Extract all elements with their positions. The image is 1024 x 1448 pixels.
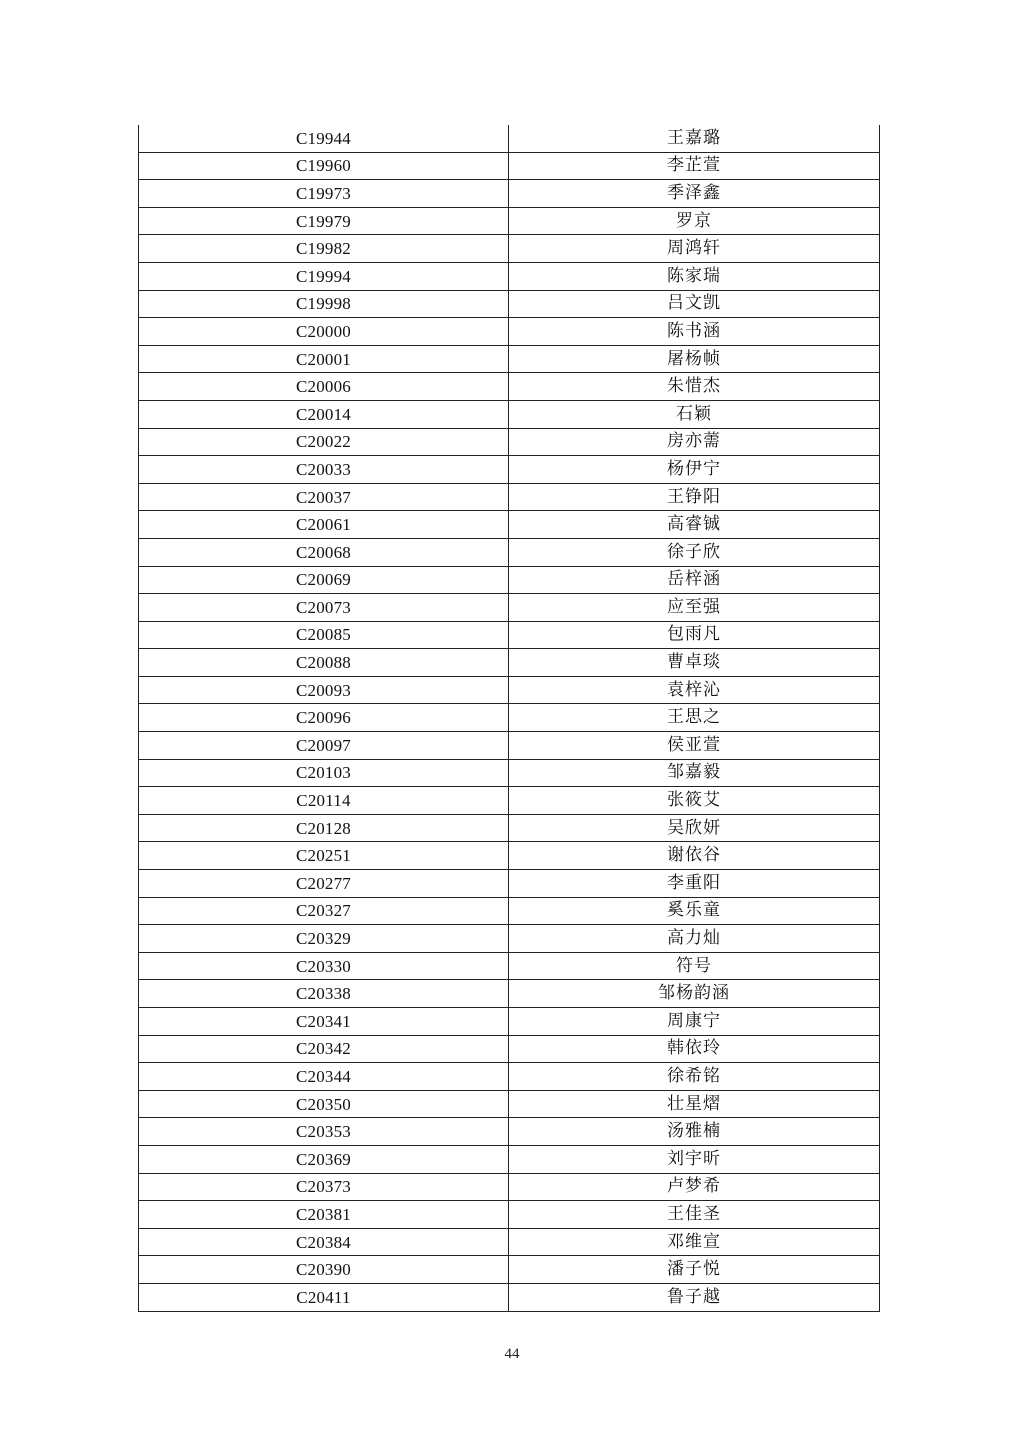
table-row xyxy=(139,207,880,235)
student-name-cell: 邹嘉毅 xyxy=(509,759,880,787)
table-row xyxy=(139,511,880,539)
table-row xyxy=(139,1090,880,1118)
table-row xyxy=(139,1283,880,1311)
student-name-cell: 吕文凯 xyxy=(509,290,880,318)
student-id-cell: C20033 xyxy=(139,456,509,484)
student-id-cell: C20073 xyxy=(139,594,509,622)
table-row xyxy=(139,318,880,346)
student-name-cell: 高睿铖 xyxy=(509,511,880,539)
student-id-cell: C20014 xyxy=(139,400,509,428)
student-id-cell: C19960 xyxy=(139,152,509,180)
table-row xyxy=(139,1118,880,1146)
student-id-cell: C20061 xyxy=(139,511,509,539)
roster-table-body xyxy=(139,125,880,1311)
table-row xyxy=(139,842,880,870)
roster-table xyxy=(138,125,880,1312)
table-row xyxy=(139,400,880,428)
table-row xyxy=(139,814,880,842)
student-name-cell: 李芷萱 xyxy=(509,152,880,180)
student-name-cell: 季泽鑫 xyxy=(509,180,880,208)
table-row xyxy=(139,870,880,898)
table-row xyxy=(139,952,880,980)
student-name-cell: 奚乐童 xyxy=(509,897,880,925)
table-row xyxy=(139,787,880,815)
student-id-cell: C20093 xyxy=(139,676,509,704)
student-name-cell: 周鸿轩 xyxy=(509,235,880,263)
student-name-cell: 邓维宣 xyxy=(509,1228,880,1256)
student-name-cell: 侯亚萱 xyxy=(509,732,880,760)
table-row xyxy=(139,152,880,180)
student-name-cell: 汤雅楠 xyxy=(509,1118,880,1146)
table-row xyxy=(139,456,880,484)
student-id-cell: C19979 xyxy=(139,207,509,235)
table-row xyxy=(139,621,880,649)
student-id-cell: C20338 xyxy=(139,980,509,1008)
table-row xyxy=(139,373,880,401)
student-id-cell: C20353 xyxy=(139,1118,509,1146)
student-id-cell: C20341 xyxy=(139,1008,509,1036)
student-name-cell: 朱惜杰 xyxy=(509,373,880,401)
table-row xyxy=(139,676,880,704)
student-id-cell: C20329 xyxy=(139,925,509,953)
student-id-cell: C20327 xyxy=(139,897,509,925)
student-id-cell: C19973 xyxy=(139,180,509,208)
student-id-cell: C20068 xyxy=(139,538,509,566)
table-row xyxy=(139,428,880,456)
student-name-cell: 张筱艾 xyxy=(509,787,880,815)
student-id-cell: C20277 xyxy=(139,870,509,898)
student-id-cell: C19994 xyxy=(139,262,509,290)
student-name-cell: 陈家瑞 xyxy=(509,262,880,290)
student-name-cell: 房亦薷 xyxy=(509,428,880,456)
student-id-cell: C20069 xyxy=(139,566,509,594)
student-id-cell: C20037 xyxy=(139,483,509,511)
student-name-cell: 王佳圣 xyxy=(509,1201,880,1229)
student-id-cell: C20390 xyxy=(139,1256,509,1284)
student-name-cell: 王思之 xyxy=(509,704,880,732)
student-name-cell: 壮星熠 xyxy=(509,1090,880,1118)
student-id-cell: C20251 xyxy=(139,842,509,870)
student-name-cell: 周康宁 xyxy=(509,1008,880,1036)
student-name-cell: 李重阳 xyxy=(509,870,880,898)
student-id-cell: C20344 xyxy=(139,1063,509,1091)
student-name-cell: 包雨凡 xyxy=(509,621,880,649)
table-row xyxy=(139,1145,880,1173)
table-row xyxy=(139,1063,880,1091)
student-id-cell: C20373 xyxy=(139,1173,509,1201)
student-id-cell: C20369 xyxy=(139,1145,509,1173)
table-row xyxy=(139,1173,880,1201)
student-id-cell: C20097 xyxy=(139,732,509,760)
table-row xyxy=(139,345,880,373)
student-name-cell: 徐希铭 xyxy=(509,1063,880,1091)
student-id-cell: C20114 xyxy=(139,787,509,815)
student-name-cell: 屠杨帧 xyxy=(509,345,880,373)
student-name-cell: 王嘉璐 xyxy=(509,125,880,152)
student-name-cell: 符号 xyxy=(509,952,880,980)
student-name-cell: 曹卓琰 xyxy=(509,649,880,677)
table-row xyxy=(139,566,880,594)
student-id-cell: C20096 xyxy=(139,704,509,732)
student-id-cell: C20006 xyxy=(139,373,509,401)
student-name-cell: 韩依玲 xyxy=(509,1035,880,1063)
student-id-cell: C20103 xyxy=(139,759,509,787)
student-id-cell: C19998 xyxy=(139,290,509,318)
table-row xyxy=(139,235,880,263)
table-row xyxy=(139,925,880,953)
student-name-cell: 王铮阳 xyxy=(509,483,880,511)
table-row xyxy=(139,897,880,925)
student-name-cell: 高力灿 xyxy=(509,925,880,953)
student-id-cell: C20000 xyxy=(139,318,509,346)
student-id-cell: C19944 xyxy=(139,125,509,152)
student-name-cell: 鲁子越 xyxy=(509,1283,880,1311)
student-id-cell: C20128 xyxy=(139,814,509,842)
table-row xyxy=(139,483,880,511)
student-name-cell: 卢梦希 xyxy=(509,1173,880,1201)
student-id-cell: C20350 xyxy=(139,1090,509,1118)
table-row xyxy=(139,1256,880,1284)
table-row xyxy=(139,1035,880,1063)
student-id-cell: C20001 xyxy=(139,345,509,373)
student-id-cell: C20411 xyxy=(139,1283,509,1311)
student-name-cell: 潘子悦 xyxy=(509,1256,880,1284)
table-row xyxy=(139,732,880,760)
student-name-cell: 岳梓涵 xyxy=(509,566,880,594)
student-id-cell: C20342 xyxy=(139,1035,509,1063)
student-id-cell: C20381 xyxy=(139,1201,509,1229)
student-name-cell: 袁梓沁 xyxy=(509,676,880,704)
table-row xyxy=(139,262,880,290)
table-row xyxy=(139,1008,880,1036)
student-name-cell: 罗京 xyxy=(509,207,880,235)
student-id-cell: C20384 xyxy=(139,1228,509,1256)
table-row xyxy=(139,180,880,208)
student-name-cell: 陈书涵 xyxy=(509,318,880,346)
student-id-cell: C20022 xyxy=(139,428,509,456)
student-id-cell: C20085 xyxy=(139,621,509,649)
page-number: 44 xyxy=(504,1346,520,1362)
table-row xyxy=(139,980,880,1008)
student-name-cell: 应至强 xyxy=(509,594,880,622)
table-row xyxy=(139,1228,880,1256)
student-name-cell: 吴欣妍 xyxy=(509,814,880,842)
table-row xyxy=(139,649,880,677)
student-id-cell: C20088 xyxy=(139,649,509,677)
student-name-cell: 徐子欣 xyxy=(509,538,880,566)
table-row xyxy=(139,704,880,732)
table-row xyxy=(139,290,880,318)
table-row xyxy=(139,538,880,566)
table-row xyxy=(139,125,880,152)
table-row xyxy=(139,759,880,787)
student-id-cell: C19982 xyxy=(139,235,509,263)
table-row xyxy=(139,1201,880,1229)
student-name-cell: 邹杨韵涵 xyxy=(509,980,880,1008)
student-name-cell: 刘宇昕 xyxy=(509,1145,880,1173)
student-name-cell: 石颖 xyxy=(509,400,880,428)
student-name-cell: 谢依谷 xyxy=(509,842,880,870)
student-name-cell: 杨伊宁 xyxy=(509,456,880,484)
student-id-cell: C20330 xyxy=(139,952,509,980)
table-row xyxy=(139,594,880,622)
